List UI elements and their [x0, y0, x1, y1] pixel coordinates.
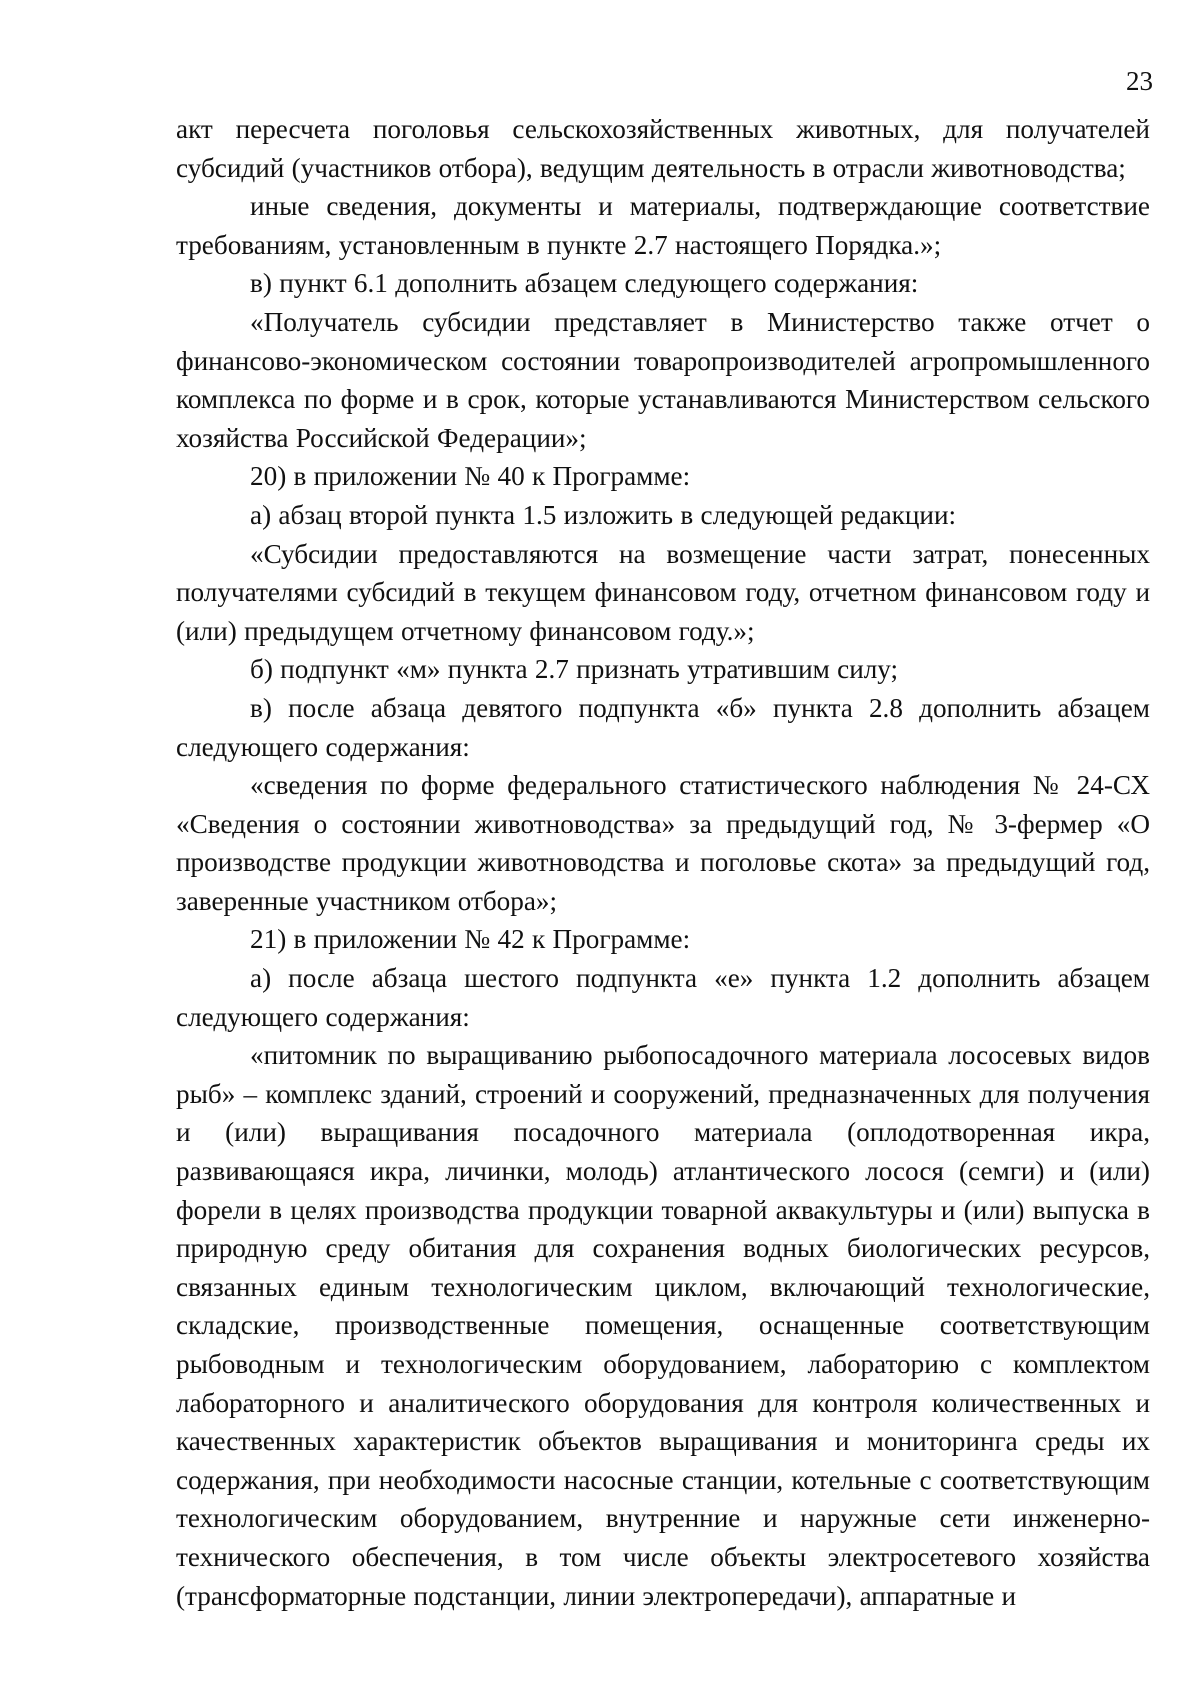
paragraph: «питомник по выращиванию рыбопосадочного материала лососевых видов рыб» – комплекс зданий, строений и сооружений, предназначенных для получения и (или) выращивания посадочного материала (оплодотворенная икра, развивающаяся икра, личинки, молодь) атлантического лосося (семги) и (или) форели в целях производства продукции товарной аквакультуры и (или) выпуска в природную среду обитания для сохранения водных биологических ресурсов, связанных единым технологическим циклом, включающий технологические, складские, производственные помещения, оснащенные соответствующим рыбоводным и технологическим оборудованием, лабораторию с комплектом лабораторного и аналитического оборудования для контроля количественных и качественных характеристик объектов выращивания и мониторинга среды их содержания, при необходимости насосные станции, котельные с соответствующим технологическим оборудованием, внутренние и наружные сети инженерно-технического обеспечения, в том числе объекты электросетевого хозяйства (трансформаторные подстанции, линии электропередачи), аппаратные и	[176, 1040, 1150, 1611]
paragraph: «Получатель субсидии представляет в Министерство также отчет о финансово-экономическом состоянии товаропроизводителей агропромышленного комплекса по форме и в срок, которые устанавливаются Министерством сельского хозяйства Российской Федерации»;	[176, 306, 1150, 453]
paragraph: 21) в приложении № 42 к Программе:	[250, 924, 691, 955]
paragraph: а) абзац второй пункта 1.5 изложить в следующей редакции:	[250, 499, 957, 530]
document-body	[176, 110, 1150, 1615]
paragraph: акт пересчета поголовья сельскохозяйственных животных, для получателей субсидий (участников отбора), ведущим деятельность в отрасли животноводства;	[176, 114, 1150, 183]
paragraph: «сведения по форме федерального статистического наблюдения № 24-СХ «Сведения о состоянии животноводства» за предыдущий год, № 3-фермер «О производстве продукции животноводства и поголовье скота» за предыдущий год, заверенные участником отбора»;	[176, 770, 1150, 916]
page-number: 23	[1126, 66, 1153, 96]
paragraph: 20) в приложении № 40 к Программе:	[250, 461, 691, 492]
paragraph: иные сведения, документы и материалы, подтверждающие соответствие требованиям, установленным в пункте 2.7 настоящего Порядка.»;	[176, 191, 1150, 260]
paragraph: б) подпункт «м» пункта 2.7 признать утратившим силу;	[250, 654, 899, 685]
paragraph: а) после абзаца шестого подпункта «е» пункта 1.2 дополнить абзацем следующего содержания:	[176, 963, 1150, 1032]
paragraph: «Субсидии предоставляются на возмещение части затрат, понесенных получателями субсидий в текущем финансовом году, отчетном финансовом году и (или) предыдущем отчетному финансовом году.»;	[176, 538, 1150, 646]
paragraph: в) после абзаца девятого подпункта «б» пункта 2.8 дополнить абзацем следующего содержания:	[176, 692, 1150, 762]
paragraph: в) пункт 6.1 дополнить абзацем следующего содержания:	[250, 268, 919, 299]
